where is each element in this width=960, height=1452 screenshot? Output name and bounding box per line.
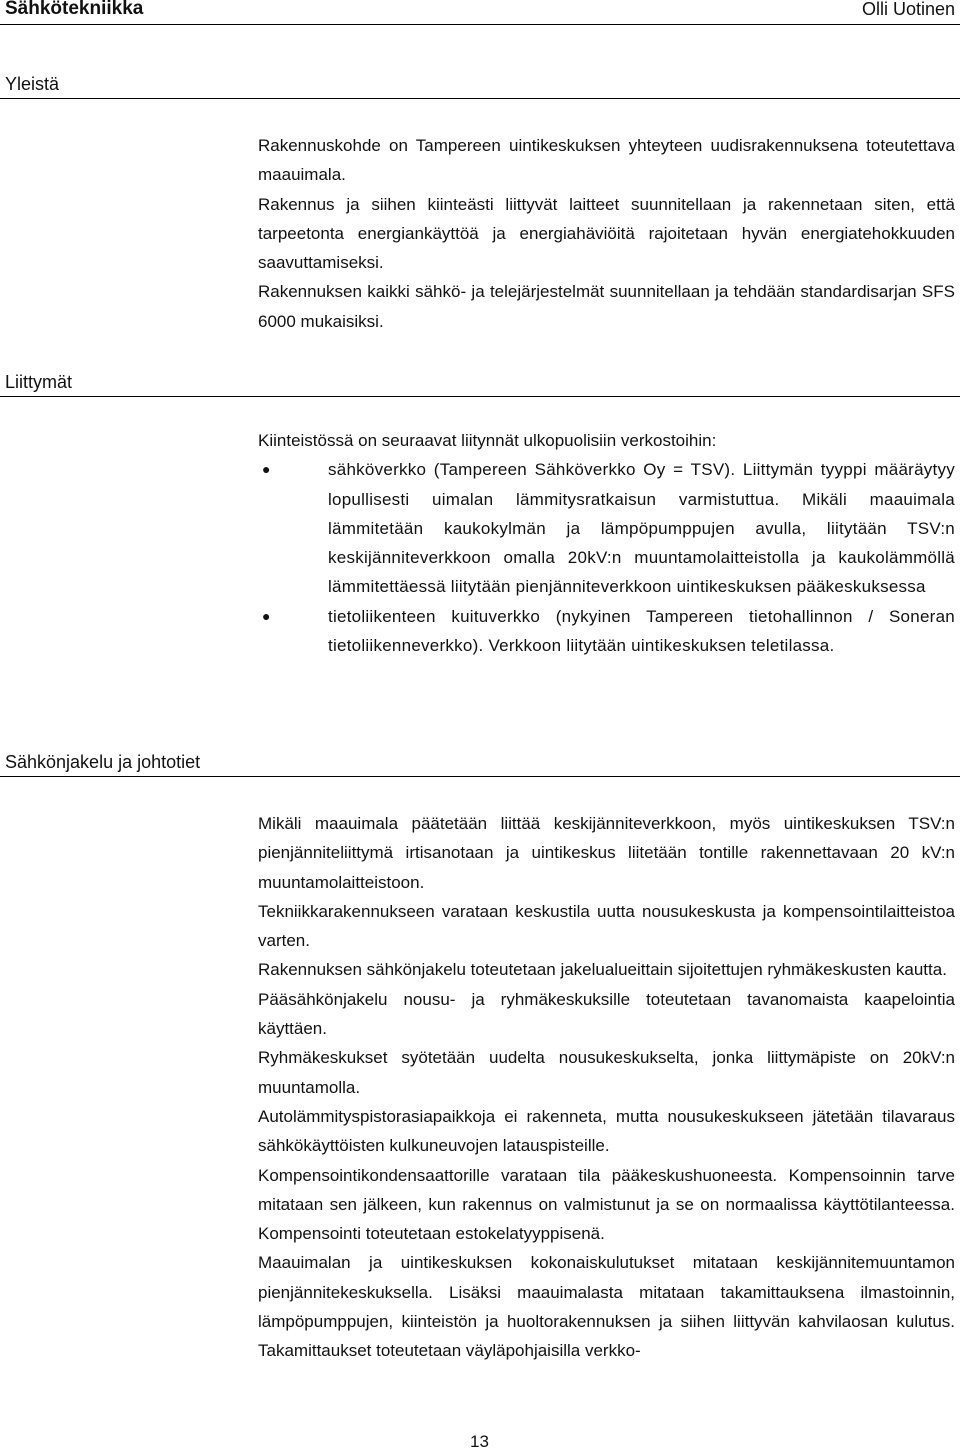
section-heading-label: Liittymät — [5, 372, 73, 392]
author-name: Olli Uotinen — [861, 0, 955, 19]
paragraph: Rakennuskohde on Tampereen uintikeskuksen yhteyteen uudisrakennuksena toteutettava maauimala. — [258, 136, 955, 185]
bullet-icon: ● — [262, 461, 271, 478]
paragraph: Tekniikkarakennukseen varataan keskustila uutta nousukeskusta ja kompensointilaitteistoa varten. — [258, 901, 955, 951]
paragraph: Maauimalan ja uintikeskuksen kokonaiskulutukset mitataan keskijännitemuuntamon pienjännitekeskuksella. Lisäksi maauimalasta mitataan takamittauksena ilmastoinnin, lämpöpumppujen, kiinteistön ja huoltorakennuksen ja siihen liittyvän kahvilaosan kulutus. Takamittaukset toteutetaan väyläpohjaisilla verkko- — [258, 1253, 955, 1361]
bullet-icon: ● — [262, 607, 271, 624]
page-number: 13 — [470, 1432, 489, 1451]
list-item — [258, 455, 955, 601]
section-body-yleista — [258, 131, 955, 336]
paragraph: Ryhmäkeskukset syötetään uudelta nousukeskukselta, jonka liittymäpiste on 20kV:n muuntamolla. — [258, 1048, 955, 1097]
list-item-text: tietoliikenteen kuituverkko (nykyinen Tampereen tietohallinnon / Soneran tietoliikenneverkko). Verkkoon liitytään uintikeskuksen teletilassa. — [328, 606, 955, 656]
list-intro: Kiinteistössä on seuraavat liitynnät ulkopuolisiin verkostoihin: — [258, 431, 717, 450]
paragraph: Rakennus ja siihen kiinteästi liittyvät laitteet suunnitellaan ja rakennetaan siten, että tarpeetonta energiankäyttöä ja energiahäviöitä rajoitetaan hyvän energiatehokkuuden saavuttamiseksi. — [258, 194, 955, 273]
paragraph: Mikäli maauimala päätetään liittää keskijänniteverkkoon, myös uintikeskuksen TSV:n pienjänniteliittymä irtisanotaan ja uintikeskus liitetään tontille rakennettavaan 20 kV:n muuntamolaitteistoon. — [258, 814, 955, 892]
paragraph: Rakennuksen kaikki sähkö- ja telejärjestelmät suunnitellaan ja tehdään standardisarjan SFS 6000 mukaisiksi. — [258, 282, 955, 331]
section-heading-label: Yleistä — [5, 74, 60, 94]
section-heading-yleista — [0, 58, 960, 99]
list-item-text: sähköverkko (Tampereen Sähköverkko Oy = TSV). Liittymän tyyppi määräytyy lopullisesti uimalan lämmitysratkaisun varmistuttua. Mikäli maauimala lämmitetään kaukokylmän ja lämpöpumppujen avulla, liitytään TSV:n keskijänniteverkkoon omalla 20kV:n muuntamolaitteistolla ja kaukolämmöllä lämmitettäessä liitytään pienjänniteverkkoon uintikeskuksen pääkeskuksessa — [328, 460, 955, 597]
page-header — [0, 0, 960, 25]
section-heading-label: Sähkönjakelu ja johtotiet — [5, 752, 201, 772]
section-body-liittymat — [258, 426, 955, 660]
paragraph: Kompensointikondensaattorille varataan tila pääkeskushuoneesta. Kompensoinnin tarve mitataan sen jälkeen, kun rakennus on valmistunut ja se on normaalissa käyttötilanteessa. Kompensointi toteutetaan estokelatyyppisenä. — [258, 1165, 955, 1244]
connection-list — [258, 455, 955, 660]
list-item — [258, 602, 955, 661]
paragraph: Autolämmityspistorasiapaikkoja ei rakenneta, mutta nousukeskukseen jätetään tilavaraus sähkökäyttöisten kulkuneuvojen latauspisteille. — [258, 1106, 955, 1156]
section-heading-sahkonjakelu — [0, 736, 960, 777]
section-heading-liittymat — [0, 356, 960, 397]
section-body-sahkonjakelu — [258, 809, 955, 1366]
paragraph: Rakennuksen sähkönjakelu toteutetaan jakelualueittain sijoitettujen ryhmäkeskusten kautta. — [258, 960, 947, 980]
paragraph: Pääsähkönjakelu nousu- ja ryhmäkeskuksille toteutetaan tavanomaista kaapelointia käyttäen. — [258, 989, 955, 1039]
document-title: Sähkötekniikka — [5, 0, 144, 19]
